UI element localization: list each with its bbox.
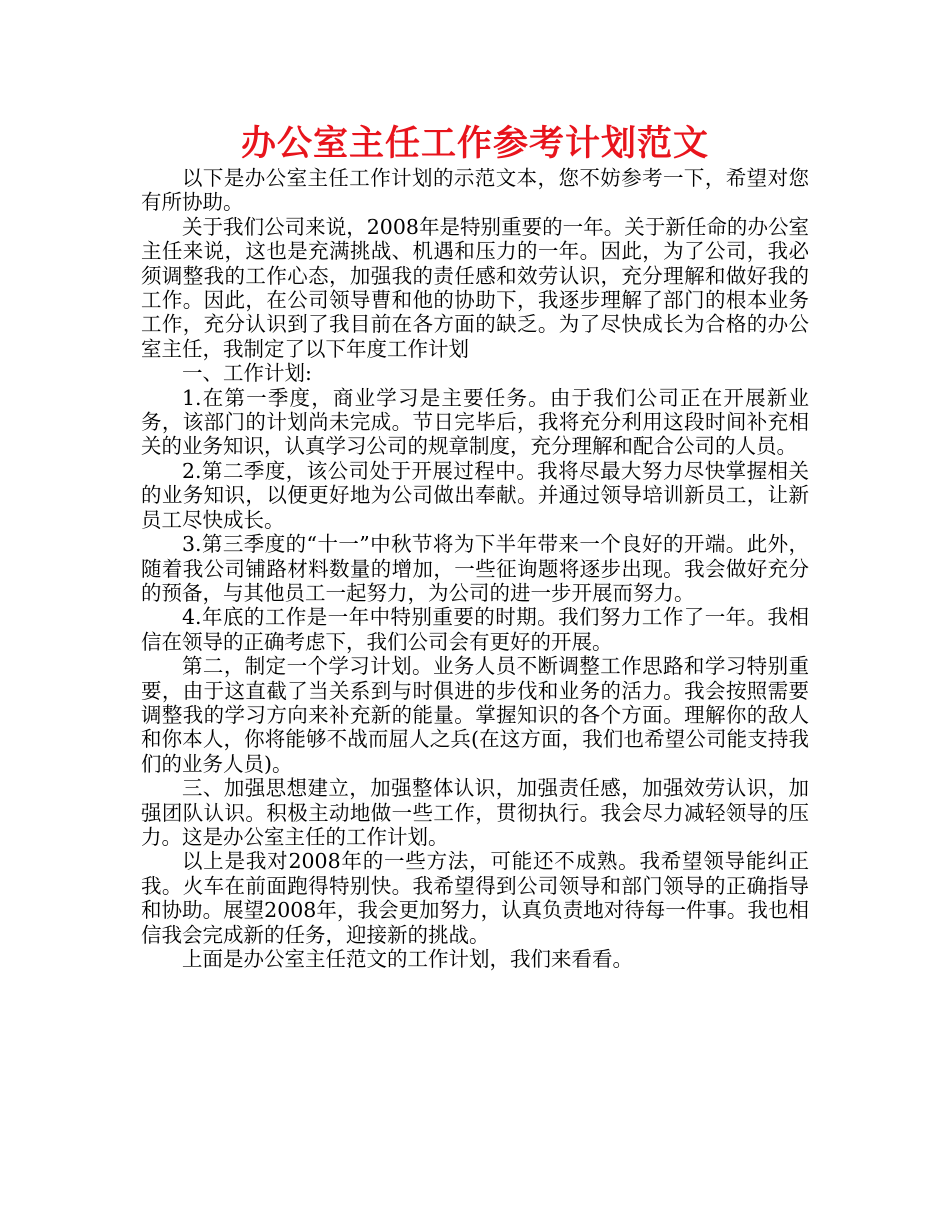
paragraph-intro: 以下是办公室主任工作计划的示范文本，您不妨参考一下，希望对您有所协助。 xyxy=(141,166,809,215)
paragraph-plan-year-end: 4.年底的工作是一年中特别重要的时期。我们努力工作了一年。我相信在领导的正确考虑下，我们公司会有更好的开展。 xyxy=(141,605,809,654)
paragraph-plan-q3: 3.第三季度的“十一”中秋节将为下半年带来一个良好的开端。此外，随着我公司铺路材料数量的增加，一些征询题将逐步出现。我会做好充分的预备，与其他员工一起努力，为公司的进一步开展而努力。 xyxy=(141,532,809,605)
paragraph-conclusion: 以上是我对2008年的一些方法，可能还不成熟。我希望领导能纠正我。火车在前面跑得特别快。我希望得到公司领导和部门领导的正确指导和协助。展望2008年，我会更加努力，认真负责地对待每一件事。我也相信我会完成新的任务，迎接新的挑战。 xyxy=(141,849,809,947)
paragraph-background: 关于我们公司来说，2008年是特别重要的一年。关于新任命的办公室主任来说，这也是充满挑战、机遇和压力的一年。因此，为了公司，我必须调整我的工作心态，加强我的责任感和效劳认识，充分理解和做好我的工作。因此，在公司领导曹和他的协助下，我逐步理解了部门的根本业务工作，充分认识到了我目前在各方面的缺乏。为了尽快成长为合格的办公室主任，我制定了以下年度工作计划 xyxy=(141,214,809,361)
document-body xyxy=(141,166,809,971)
paragraph-plan-q2: 2.第二季度，该公司处于开展过程中。我将尽最大努力尽快掌握相关的业务知识，以便更好地为公司做出奉献。并通过领导培训新员工，让新员工尽快成长。 xyxy=(141,458,809,532)
section-heading-work-plan: 一、工作计划: xyxy=(182,361,312,386)
paragraph-team-building: 三、加强思想建立，加强整体认识，加强责任感，加强效劳认识，加强团队认识。积极主动地做一些工作，贯彻执行。我会尽力减轻领导的压力。这是办公室主任的工作计划。 xyxy=(141,776,809,849)
document-title: 办公室主任工作参考计划范文 xyxy=(240,124,709,164)
paragraph-plan-q1: 1.在第一季度，商业学习是主要任务。由于我们公司正在开展新业务，该部门的计划尚未完成。节日完毕后，我将充分利用这段时间补充相关的业务知识，认真学习公司的规章制度，充分理解和配合公司的人员。 xyxy=(141,385,809,459)
paragraph-closing: 上面是办公室主任范文的工作计划，我们来看看。 xyxy=(182,947,633,971)
paragraph-study-plan: 第二，制定一个学习计划。业务人员不断调整工作思路和学习特别重要，由于这直截了当关系到与时俱进的步伐和业务的活力。我会按照需要调整我的学习方向来补充新的能量。掌握知识的各个方面。理解你的敌人和你本人，你将能够不战而屈人之兵(在这方面，我们也希望公司能支持我们的业务人员)。 xyxy=(141,654,809,776)
